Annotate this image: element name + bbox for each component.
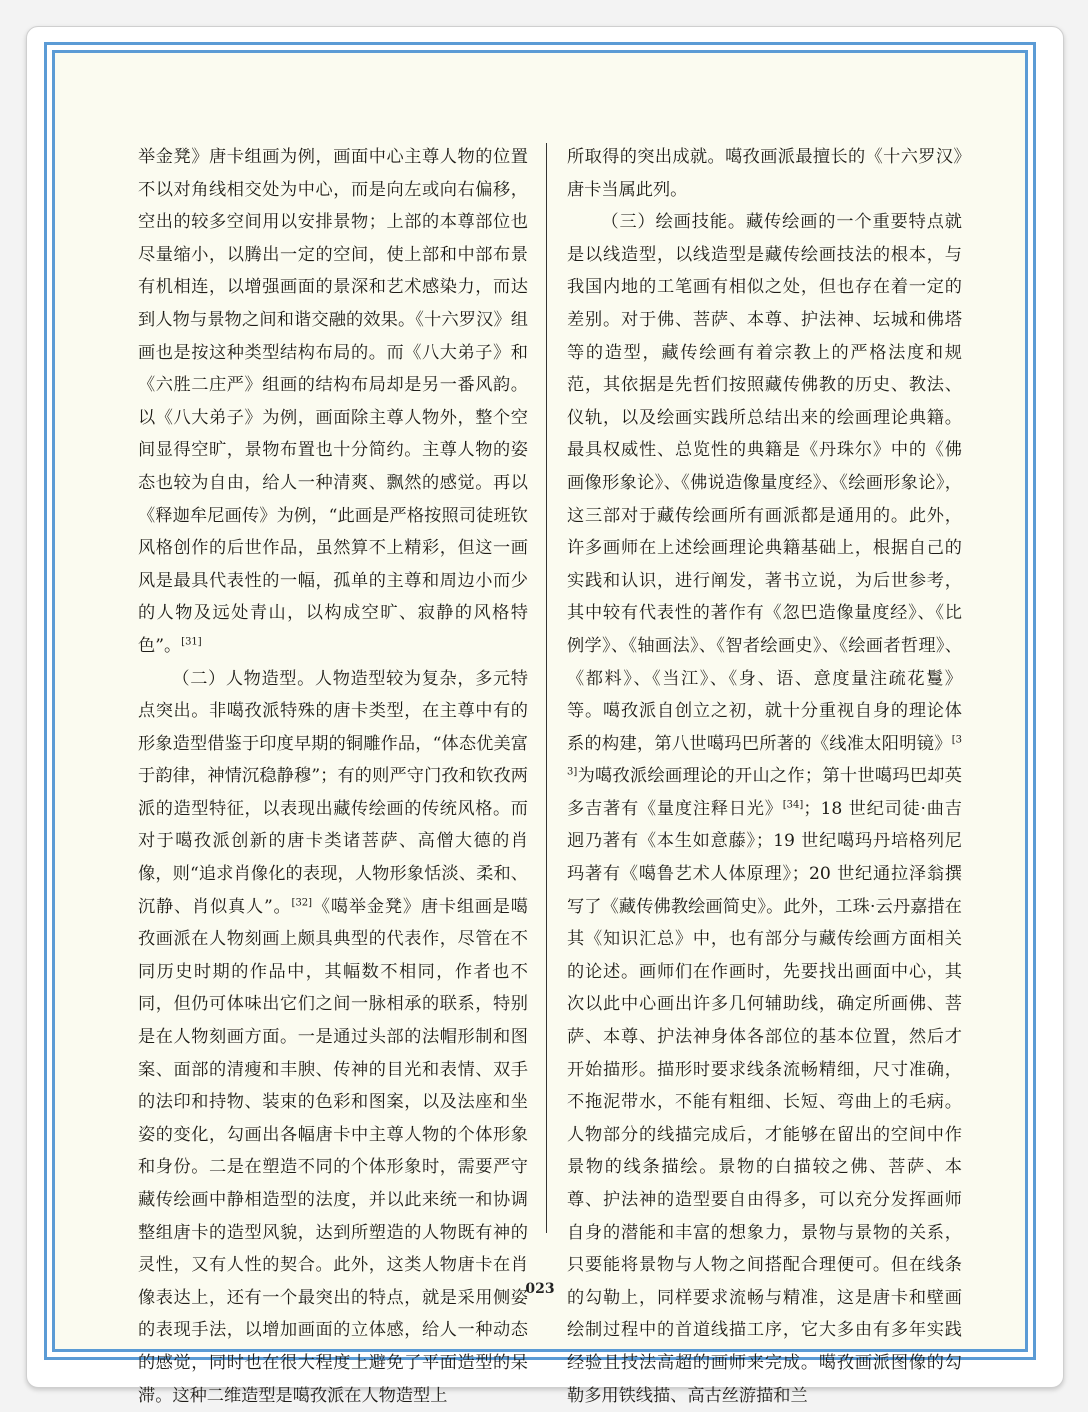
right-column — [567, 141, 962, 1412]
footnote-ref-31: [31] — [181, 636, 202, 648]
right-paragraph-1: 所取得的突出成就。噶孜画派最擅长的《十六罗汉》唐卡当属此列。 — [567, 147, 962, 200]
footnote-ref-32: [32] — [291, 896, 313, 908]
left-column — [138, 141, 528, 1412]
left-paragraph-1: 举金凳》唐卡组画为例，画面中心主尊人物的位置不以对角线相交处为中心，而是向左或向右偏移，空出的较多空间用以安排景物；上部的本尊部位也尽量缩小，以腾出一定的空间，使上部和中部布景有机相连，以增强画面的景深和艺术感染力，而达到人物与景物之间和谐交融的效果。《十六罗汉》组画也是按这种类型结构布局的。而《八大弟子》和《六胜二庄严》组画的结构布局却是另一番风韵。以《八大弟子》为例，画面除主尊人物外，整个空间显得空旷，景物布置也十分简约。主尊人物的姿态也较为自由，给人一种清爽、飘然的感觉。再以《释迦牟尼画传》为例，“此画是严格按照司徒班钦风格创作的后世作品，虽然算不上精彩，但这一画风是最具代表性的一幅，孤单的主尊和周边小而少的人物及远处青山，以构成空旷、寂静的风格特色”。[31] — [138, 147, 528, 656]
column-divider — [546, 143, 547, 1233]
footnote-ref-34: [34] — [782, 799, 804, 811]
footnote-ref-33: [33] — [567, 733, 962, 778]
page-number: 023 — [525, 1281, 555, 1297]
left-paragraph-2: （二）人物造型。人物造型较为复杂，多元特点突出。非噶孜派特殊的唐卡类型，在主尊中有的形象造型借鉴于印度早期的铜雕作品，“体态优美富于韵律，神情沉稳静穆”；有的则严守门孜和钦孜两派的造型特征，以表现出藏传绘画的传统风格。而对于噶孜派创新的唐卡类诸菩萨、高僧大德的肖像，则“追求肖像化的表现，人物形象恬淡、柔和、沉静、肖似真人”。[32]《噶举金凳》唐卡组画是噶孜画派在人物刻画上颇具典型的代表作，尽管在不同历史时期的作品中，其幅数不相同，作者也不同，但仍可体味出它们之间一脉相承的联系，特别是在人物刻画方面。一是通过头部的法帽形制和图案、面部的清瘦和丰腴、传神的目光和表情、双手的法印和持物、装束的色彩和图案，以及法座和坐姿的变化，勾画出各幅唐卡中主尊人物的个体形象和身份。二是在塑造不同的个体形象时，需要严守藏传绘画中静相造型的法度，并以此来统一和协调整组唐卡的造型风貌，达到所塑造的人物既有神的灵性，又有人性的契合。此外，这类人物唐卡在肖像表达上，还有一个最突出的特点，就是采用侧姿的表现手法，以增加画面的立体感，给人一种动态的感觉，同时也在很大程度上避免了平面造型的呆滞。这种二维造型是噶孜派在人物造型上 — [138, 668, 528, 1406]
document-page — [52, 50, 1028, 1406]
right-paragraph-2: （三）绘画技能。藏传绘画的一个重要特点就是以线造型，以线造型是藏传绘画技法的根本，与我国内地的工笔画有相似之处，但也存在着一定的差别。对于佛、菩萨、本尊、护法神、坛城和佛塔等的造型，藏传绘画有着宗教上的严格法度和规范，其依据是先哲们按照藏传佛教的历史、教法、仪轨，以及绘画实践所总结出来的绘画理论典籍。最具权威性、总览性的典籍是《丹珠尔》中的《佛画像形象论》、《佛说造像量度经》、《绘画形象论》，这三部对于藏传绘画所有画派都是通用的。此外，许多画师在上述绘画理论典籍基础上，根据自己的实践和认识，进行阐发，著书立说，为后世参考，其中较有代表性的著作有《忽巴造像量度经》、《比例学》、《轴画法》、《智者绘画史》、《绘画者哲理》、《都料》、《当江》、《身、语、意度量注疏花鬘》等。噶孜派自创立之初，就十分重视自身的理论体系的构建，第八世噶玛巴所著的《线准太阳明镜》[33]为噶孜派绘画理论的开山之作；第十世噶玛巴却英多吉著有《量度注释日光》[34]；18 世纪司徒·曲吉迥乃著有《本生如意藤》；19 世纪噶玛丹培格列尼玛著有《噶鲁艺术人体原理》；20 世纪通拉泽翁撰写了《藏传佛教绘画简史》。此外，工珠·云丹嘉措在其《知识汇总》中，也有部分与藏传绘画方面相关的论述。画师们在作画时，先要找出画面中心，其次以此中心画出许多几何辅助线，确定所画佛、菩萨、本尊、护法神身体各部位的基本位置，然后才开始描形。描形时要求线条流畅精细，尺寸准确，不拖泥带水，不能有粗细、长短、弯曲上的毛病。人物部分的线描完成后，才能够在留出的空间中作景物的线条描绘。景物的白描较之佛、菩萨、本尊、护法神的造型要自由得多，可以充分发挥画师自身的潜能和丰富的想象力，景物与景物的关系，只要能将景物与人物之间搭配合理便可。但在线条的勾勒上，同样要求流畅与精准，这是唐卡和壁画绘制过程中的首道线描工序，它大多由有多年实践经验且技法高超的画师来完成。噶孜画派图像的勾勒多用铁线描、高古丝游描和兰 — [567, 212, 962, 1406]
